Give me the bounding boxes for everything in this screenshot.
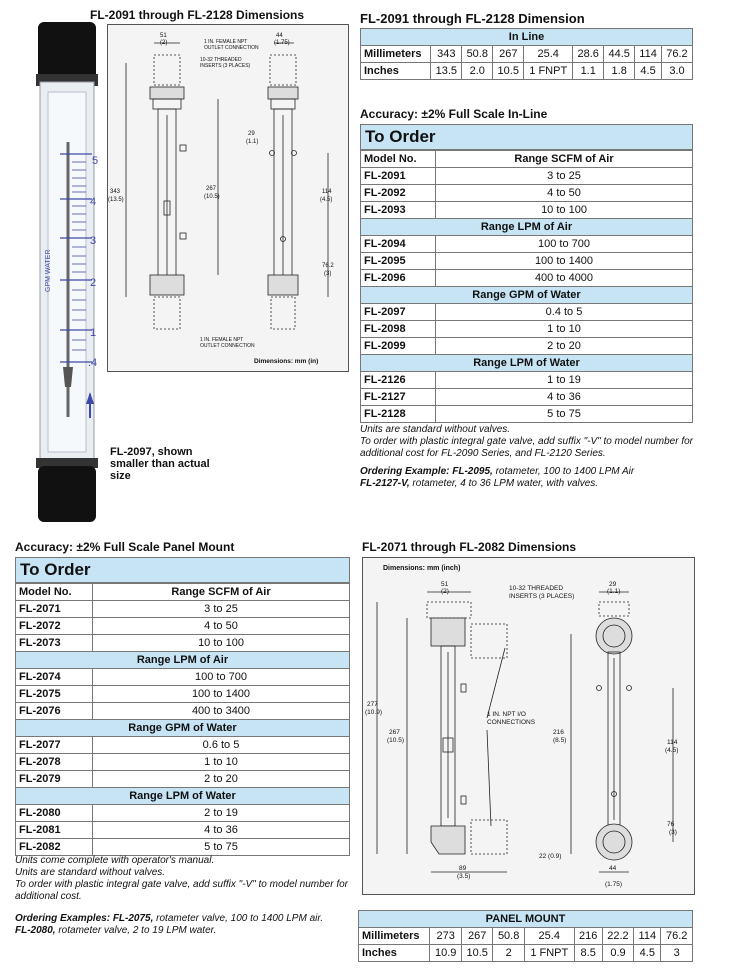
flowmeter-drawing: [20, 22, 120, 522]
table-row: [361, 406, 693, 423]
cell: 76.2: [661, 46, 692, 63]
cell: 2 to 19: [93, 805, 350, 822]
cell: 1 to 19: [436, 372, 693, 389]
cell: FL-2093: [361, 202, 436, 219]
dim-label: 44: [276, 33, 283, 39]
dim-label: 10-32 THREADED: [509, 585, 564, 592]
cell: 1.8: [604, 63, 635, 80]
table-row: [16, 584, 350, 601]
cell: 1.1: [573, 63, 604, 80]
inline-dimension-table: [360, 28, 693, 80]
dim-label: Dimensions: mm (inch): [383, 565, 461, 572]
cell: 100 to 700: [436, 236, 693, 253]
cell: 114: [635, 46, 662, 63]
dim-label: 76.2: [322, 263, 334, 269]
cell: 10 to 100: [436, 202, 693, 219]
cell: FL-2072: [16, 618, 93, 635]
table-row: [16, 788, 350, 805]
dim-label: 76: [667, 821, 675, 828]
table-row: [361, 389, 693, 406]
cell: 4 to 36: [93, 822, 350, 839]
to-order-heading: To Order: [360, 124, 693, 150]
table-row: [16, 669, 350, 686]
dim-label: 51: [441, 581, 449, 588]
cell: 4.5: [634, 945, 661, 962]
cell: 13.5: [431, 63, 462, 80]
cell: 25.4: [524, 928, 574, 945]
table-row: [16, 601, 350, 618]
table-row: [361, 168, 693, 185]
table-row: [361, 287, 693, 304]
table-row: [361, 63, 693, 80]
table-row: [361, 236, 693, 253]
group-header: Range LPM of Air: [16, 652, 350, 669]
table-row: [361, 202, 693, 219]
dim-label: (2): [441, 588, 449, 595]
dim-label: (10.5): [204, 194, 220, 200]
col-header: Model No.: [361, 151, 436, 168]
table-row: [16, 822, 350, 839]
dim-label: (2): [160, 40, 168, 46]
top-left-drawing: [108, 25, 348, 371]
dim-label: OUTLET CONNECTION: [200, 343, 255, 349]
cell: FL-2082: [16, 839, 93, 856]
cell: 267: [461, 928, 492, 945]
table-row: [359, 945, 693, 962]
cell: 5 to 75: [93, 839, 350, 856]
table-row: [361, 185, 693, 202]
cell: 4 to 36: [436, 389, 693, 406]
table-row: [361, 355, 693, 372]
cell: 400 to 3400: [93, 703, 350, 720]
cell: FL-2092: [361, 185, 436, 202]
cell: 10.9: [430, 945, 461, 962]
scale-number: 3: [90, 235, 97, 247]
dim-label: 29: [248, 131, 255, 137]
dim-label: INSERTS (3 PLACES): [200, 63, 251, 69]
scale-number: 2: [90, 277, 97, 289]
cell: 10.5: [461, 945, 492, 962]
cell: FL-2127: [361, 389, 436, 406]
table-row: [361, 321, 693, 338]
cell: 5 to 75: [436, 406, 693, 423]
col-header: Range SCFM of Air: [93, 584, 350, 601]
dim-label: (1.75): [274, 40, 290, 46]
scale-number: .4: [88, 357, 98, 369]
table-row: [16, 754, 350, 771]
cell: 2 to 20: [93, 771, 350, 788]
dim-label: 44: [609, 865, 617, 872]
scale-number: 1: [90, 327, 97, 339]
dim-label: 277: [367, 701, 378, 708]
dim-label: 1 IN. FEMALE NPT: [204, 39, 248, 45]
table-row: [16, 618, 350, 635]
dim-label: 343: [110, 189, 121, 195]
dim-label: (1.75): [605, 881, 622, 888]
col-header: Range SCFM of Air: [436, 151, 693, 168]
table-row: [361, 29, 693, 46]
table-row: [16, 635, 350, 652]
cell: FL-2091: [361, 168, 436, 185]
table-row: [16, 652, 350, 669]
panel-notes: Units come complete with operator's manual. Units are standard without valves. To order with plastic integral gate valve, add suffix "-V" to model number for additional cost. Ordering Examples: FL-2075, rotameter valve, 100 to 1400 LPM air. FL-2080, rotameter valve, 2 to 19 LPM water.: [15, 855, 349, 936]
cell: 100 to 1400: [436, 253, 693, 270]
group-header: Range LPM of Air: [361, 219, 693, 236]
cell: 216: [574, 928, 602, 945]
bottom-right-drawing: [363, 558, 694, 894]
cell: 4 to 50: [436, 185, 693, 202]
cell: 50.8: [462, 46, 493, 63]
cell: 10 to 100: [93, 635, 350, 652]
cell: 0.6 to 5: [93, 737, 350, 754]
cell: 1 FNPT: [524, 945, 574, 962]
cell: 2 to 20: [436, 338, 693, 355]
table-row: [359, 911, 693, 928]
cell: FL-2081: [16, 822, 93, 839]
table-row: [16, 686, 350, 703]
cell: 28.6: [573, 46, 604, 63]
table-row: [361, 372, 693, 389]
cell: 343: [431, 46, 462, 63]
dim-label: (10.9): [365, 709, 382, 716]
cell: FL-2080: [16, 805, 93, 822]
cell: 1 to 10: [93, 754, 350, 771]
table-row: [359, 928, 693, 945]
dim-label: (13.5): [108, 197, 124, 203]
cell: 4 to 50: [93, 618, 350, 635]
dim-label: (10.5): [387, 737, 404, 744]
cell: FL-2128: [361, 406, 436, 423]
panel-mount-header: PANEL MOUNT: [359, 911, 693, 928]
cell: 0.9: [602, 945, 633, 962]
dim-label: 22 (0.9): [539, 853, 562, 860]
cell: 2: [493, 945, 524, 962]
dim-label: OUTLET CONNECTION: [204, 45, 259, 51]
cell: FL-2077: [16, 737, 93, 754]
table-row: [16, 720, 350, 737]
cell: FL-2071: [16, 601, 93, 618]
table-row: [16, 737, 350, 754]
cell: 25.4: [524, 46, 573, 63]
cell: 8.5: [574, 945, 602, 962]
table-row: [361, 338, 693, 355]
flowmeter-caption: FL-2097, shown smaller than actual size: [110, 446, 210, 482]
table-row: [361, 219, 693, 236]
cell: 400 to 4000: [436, 270, 693, 287]
table-row: [16, 703, 350, 720]
cell: 22.2: [602, 928, 633, 945]
dim-label: 29: [609, 581, 617, 588]
dim-label: 1 IN. NPT I/O: [487, 711, 526, 718]
cell: FL-2075: [16, 686, 93, 703]
table-row: [16, 839, 350, 856]
inline-accuracy: Accuracy: ±2% Full Scale In-Line: [360, 107, 548, 121]
cell: FL-2079: [16, 771, 93, 788]
row-label: Inches: [361, 63, 431, 80]
panel-accuracy: Accuracy: ±2% Full Scale Panel Mount: [15, 540, 235, 554]
group-header: Range LPM of Water: [361, 355, 693, 372]
table-row: [361, 304, 693, 321]
cell: 3.0: [661, 63, 692, 80]
table-row: [361, 253, 693, 270]
scale-number: 5: [92, 155, 99, 167]
cell: 10.5: [493, 63, 524, 80]
cell: FL-2097: [361, 304, 436, 321]
dim-label: 51: [160, 33, 167, 39]
dim-label: 1 IN. FEMALE NPT: [200, 337, 244, 343]
dim-label: CONNECTIONS: [487, 719, 536, 726]
top-left-diagram: [107, 24, 349, 372]
table-row: [16, 771, 350, 788]
dim-label: (4.5): [320, 197, 333, 203]
group-header: Range GPM of Water: [16, 720, 350, 737]
dim-label: 89: [459, 865, 467, 872]
dim-label: Dimensions: mm (in): [254, 358, 319, 365]
dim-label: 114: [667, 739, 678, 746]
cell: FL-2095: [361, 253, 436, 270]
cell: 1 to 10: [436, 321, 693, 338]
dim-label: 10-32 THREADED: [200, 57, 242, 63]
scale-label: GPM WATER: [45, 249, 52, 292]
table-row: [16, 805, 350, 822]
dim-label: (8.5): [553, 737, 567, 744]
dim-label: 267: [389, 729, 400, 736]
table-row: [361, 151, 693, 168]
cell: 3 to 25: [93, 601, 350, 618]
to-order-heading: To Order: [15, 557, 350, 583]
dim-label: (3): [324, 271, 332, 277]
cell: 50.8: [493, 928, 524, 945]
inline-dimension-title: FL-2091 through FL-2128 Dimension: [360, 11, 585, 26]
cell: FL-2074: [16, 669, 93, 686]
cell: 267: [493, 46, 524, 63]
cell: 44.5: [604, 46, 635, 63]
table-row: [361, 46, 693, 63]
group-header: Range LPM of Water: [16, 788, 350, 805]
inline-order-table: [360, 124, 693, 423]
panel-dimension-table: [358, 910, 693, 962]
panel-order-table: [15, 557, 350, 856]
top-left-diagram-title: FL-2091 through FL-2128 Dimensions: [90, 8, 305, 22]
group-header: Range GPM of Water: [361, 287, 693, 304]
row-label: Millimeters: [361, 46, 431, 63]
cell: 100 to 700: [93, 669, 350, 686]
dim-label: 216: [553, 729, 564, 736]
dim-label: (1.1): [607, 588, 621, 595]
cell: FL-2126: [361, 372, 436, 389]
cell: FL-2094: [361, 236, 436, 253]
scale-number: 4: [90, 196, 97, 208]
cell: FL-2078: [16, 754, 93, 771]
cell: 273: [430, 928, 461, 945]
table-row: [361, 270, 693, 287]
cell: 4.5: [635, 63, 662, 80]
cell: 76.2: [661, 928, 693, 945]
bottom-right-diagram-title: FL-2071 through FL-2082 Dimensions: [362, 540, 577, 554]
cell: 0.4 to 5: [436, 304, 693, 321]
cell: 3: [661, 945, 693, 962]
cell: FL-2099: [361, 338, 436, 355]
cell: 100 to 1400: [93, 686, 350, 703]
col-header: Model No.: [16, 584, 93, 601]
cell: FL-2073: [16, 635, 93, 652]
dim-label: (4.5): [665, 747, 679, 754]
dim-label: INSERTS (3 PLACES): [509, 593, 575, 600]
cell: 3 to 25: [436, 168, 693, 185]
row-label: Millimeters: [359, 928, 430, 945]
row-label: Inches: [359, 945, 430, 962]
inline-header: In Line: [361, 29, 693, 46]
cell: FL-2076: [16, 703, 93, 720]
dim-label: (3): [669, 829, 677, 836]
cell: FL-2096: [361, 270, 436, 287]
cell: 1 FNPT: [524, 63, 573, 80]
dim-label: 267: [206, 186, 217, 192]
cell: 2.0: [462, 63, 493, 80]
dim-label: 114: [322, 189, 332, 195]
dim-label: (3.5): [457, 873, 471, 880]
cell: FL-2098: [361, 321, 436, 338]
cell: 114: [634, 928, 661, 945]
bottom-right-diagram: [362, 557, 695, 895]
flowmeter-illustration: [20, 22, 120, 522]
dim-label: (1.1): [246, 139, 259, 145]
inline-notes: Units are standard without valves. To order with plastic integral gate valve, add suffix "-V" to model number for additional cost for FL-2090 Series, and FL-2120 Series. Ordering Example: FL-2095, rotameter, 100 to 1400 LPM Air FL-2127-V, rotameter, 4 to 36 LPM water, with valves.: [360, 424, 694, 489]
